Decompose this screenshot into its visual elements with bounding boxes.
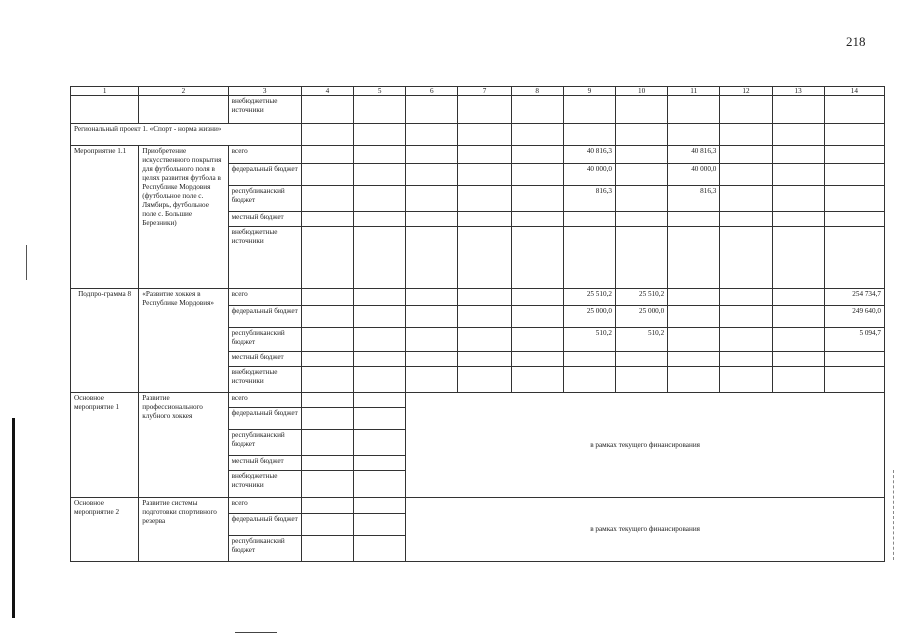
source-label: внебюджетные источники — [228, 367, 301, 393]
column-number: 9 — [563, 87, 615, 96]
source-label: федеральный бюджет — [228, 408, 301, 430]
column-number: 5 — [354, 87, 406, 96]
column-number: 7 — [458, 87, 511, 96]
column-number: 10 — [615, 87, 667, 96]
column-number: 4 — [301, 87, 353, 96]
column-number: 13 — [772, 87, 824, 96]
table-row — [71, 124, 885, 146]
measure-description: Приобретение искусственного покрытия для футбольного поля в целях развития футбола в Республике Мордовия (футбольное поле с. Лямбирь, футбольное поле с. Большие Березники) — [139, 146, 228, 289]
main-measure-description: Развитие системы подготовки спортивного резерва — [139, 498, 228, 562]
main-measure-description: Развитие профессионального клубного хоккея — [139, 393, 228, 498]
column-number: 1 — [71, 87, 139, 96]
source-label: республиканский бюджет — [228, 536, 301, 562]
source-label: местный бюджет — [228, 352, 301, 367]
scan-edge-artifact — [12, 418, 15, 618]
value-cell: 510,2 — [615, 328, 667, 352]
source-label: республиканский бюджет — [228, 430, 301, 456]
column-number-row — [71, 87, 885, 96]
subprogram-description: «Развитие хоккея в Республике Мордовия» — [139, 289, 228, 393]
source-label: федеральный бюджет — [228, 164, 301, 186]
main-measure-label: Основное мероприятие 2 — [71, 498, 139, 562]
source-label: федеральный бюджет — [228, 514, 301, 536]
source-label: республиканский бюджет — [228, 186, 301, 212]
value-cell: 40 816,3 — [563, 146, 615, 164]
source-label: всего — [228, 146, 301, 164]
column-number: 12 — [720, 87, 772, 96]
column-number: 6 — [406, 87, 458, 96]
column-number: 11 — [668, 87, 720, 96]
value-cell: 40 000,0 — [668, 164, 720, 186]
source-label: республиканский бюджет — [228, 328, 301, 352]
table-row — [71, 498, 885, 514]
value-cell: 5 094,7 — [824, 328, 884, 352]
column-number: 3 — [228, 87, 301, 96]
value-cell: 25 510,2 — [615, 289, 667, 306]
source-label: федеральный бюджет — [228, 306, 301, 328]
source-label: внебюджетные источники — [228, 227, 301, 289]
value-cell: 25 510,2 — [563, 289, 615, 306]
value-cell: 25 000,0 — [563, 306, 615, 328]
source-label: внебюджетные источники — [228, 96, 301, 124]
column-number: 14 — [824, 87, 884, 96]
value-cell: 816,3 — [563, 186, 615, 212]
page-number: 218 — [846, 34, 866, 49]
scan-artifact — [893, 470, 896, 560]
value-cell: 254 734,7 — [824, 289, 884, 306]
scan-artifact — [26, 245, 27, 280]
source-label: местный бюджет — [228, 456, 301, 471]
table-row — [71, 393, 885, 408]
measure-label: Мероприятие 1.1 — [71, 146, 139, 289]
value-cell: 249 640,0 — [824, 306, 884, 328]
value-cell: 510,2 — [563, 328, 615, 352]
table-row — [71, 289, 885, 306]
source-label: всего — [228, 393, 301, 408]
value-cell: 40 000,0 — [563, 164, 615, 186]
regional-project-title: Региональный проект 1. «Спорт - норма жизни» — [71, 124, 302, 146]
scan-artifact — [235, 632, 277, 633]
source-label: внебюджетные источники — [228, 471, 301, 498]
source-label: всего — [228, 289, 301, 306]
main-measure-label: Основное мероприятие 1 — [71, 393, 139, 498]
column-number: 8 — [511, 87, 563, 96]
budget-table — [70, 86, 885, 562]
financing-note: в рамках текущего финансирования — [406, 393, 885, 498]
value-cell: 40 816,3 — [668, 146, 720, 164]
subprogram-label: Подпро-грамма 8 — [71, 289, 139, 393]
column-number: 2 — [139, 87, 228, 96]
table-row — [71, 96, 885, 124]
source-label: всего — [228, 498, 301, 514]
table-row — [71, 146, 885, 164]
value-cell: 25 000,0 — [615, 306, 667, 328]
source-label: местный бюджет — [228, 212, 301, 227]
value-cell: 816,3 — [668, 186, 720, 212]
financing-note: в рамках текущего финансирования — [406, 498, 885, 562]
